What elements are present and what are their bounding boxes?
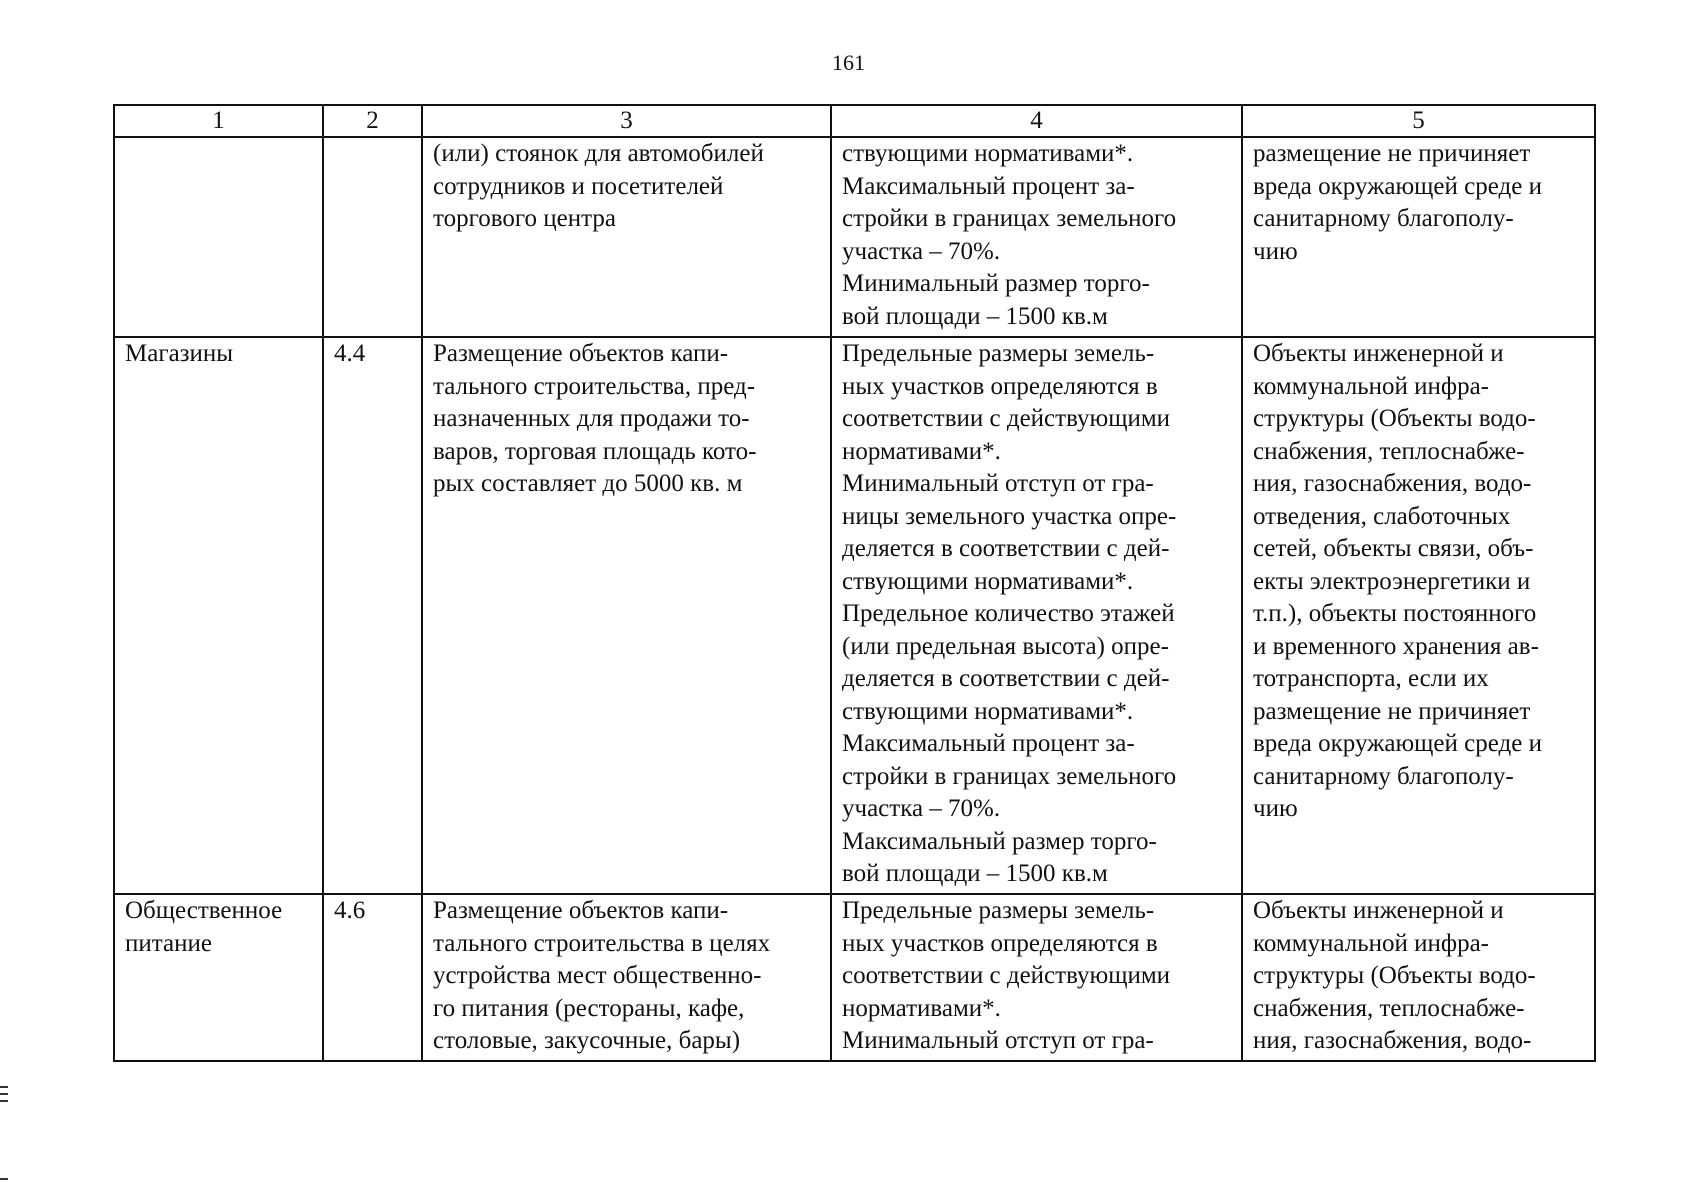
scan-margin-mark: [0, 1178, 8, 1180]
column-header-4: 4: [831, 105, 1242, 137]
scan-margin-mark: [0, 1100, 8, 1102]
table-header-row: [114, 105, 1595, 137]
parameters-cell: ствующими нормативами*. Максимальный процент за- стройки в границах земельного участка – 70%. Минимальный размер торго- вой площади – 1500 кв.м: [831, 137, 1242, 337]
table-row: [114, 337, 1595, 894]
column-header-3: 3: [422, 105, 831, 137]
auxiliary-uses-cell: размещение не причиняет вреда окружающей среде и санитарному благополу- чию: [1242, 137, 1595, 337]
table-row: [114, 137, 1595, 337]
parameters-cell: Предельные размеры земель- ных участков определяются в соответствии с действующими нормативами*. Минимальный отступ от гра- ницы земельного участка опре- деляется в соответствии с дей- ствующими нормативами*. Предельное количество этажей (или предельная высота) опре- деляется в соответствии с дей- ствующими нормативами*. Максимальный процент за- стройки в границах земельного участка – 70%. Максимальный размер торго- вой площади – 1500 кв.м: [831, 337, 1242, 894]
column-header-5: 5: [1242, 105, 1595, 137]
use-code-cell: [323, 137, 422, 337]
document-table: [113, 104, 1596, 1062]
parameters-cell: Предельные размеры земель- ных участков определяются в соответствии с действующими нормативами*. Минимальный отступ от гра-: [831, 894, 1242, 1061]
use-description-cell: Размещение объектов капи- тального строительства, пред- назначенных для продажи то- варов, торговая площадь кото- рых составляет до 5000 кв. м: [422, 337, 831, 894]
page-number: 161: [832, 50, 865, 75]
use-name-cell: Общественное питание: [114, 894, 323, 1061]
use-code-cell: 4.4: [323, 337, 422, 894]
auxiliary-uses-cell: Объекты инженерной и коммунальной инфра- структуры (Объекты водо- снабжения, теплоснабже- ния, газоснабжения, водо-: [1242, 894, 1595, 1061]
use-name-cell: [114, 137, 323, 337]
use-description-cell: (или) стоянок для автомобилей сотрудников и посетителей торгового центра: [422, 137, 831, 337]
use-name-cell: Магазины: [114, 337, 323, 894]
table-row: [114, 894, 1595, 1061]
use-description-cell: Размещение объектов капи- тального строительства в целях устройства мест общественно- го питания (рестораны, кафе, столовые, закусочные, бары): [422, 894, 831, 1061]
auxiliary-uses-cell: Объекты инженерной и коммунальной инфра- структуры (Объекты водо- снабжения, теплоснабже- ния, газоснабжения, водо- отведения, слаботочных сетей, объекты связи, объ- екты электроэнергетики и т.п.), объекты постоянного и временного хранения ав- тотранспорта, если их размещение не причиняет вреда окружающей среде и санитарному благополу- чию: [1242, 337, 1595, 894]
scan-margin-mark: [0, 1086, 8, 1088]
column-header-2: 2: [323, 105, 422, 137]
column-header-1: 1: [114, 105, 323, 137]
use-code-cell: 4.6: [323, 894, 422, 1061]
scan-margin-mark: [0, 1093, 8, 1095]
